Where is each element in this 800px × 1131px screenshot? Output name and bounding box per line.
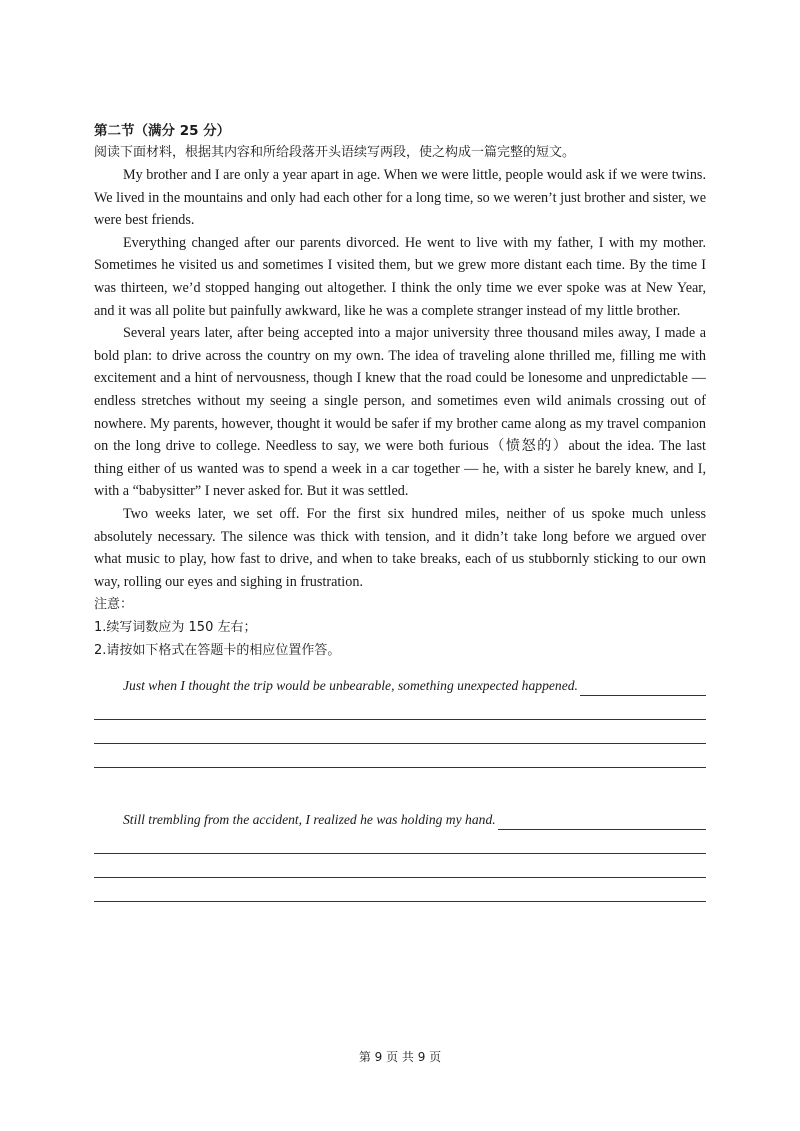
instruction-text: 阅读下面材料，根据其内容和所给段落开头语续写两段，使之构成一篇完整的短文。 bbox=[94, 145, 576, 160]
prompt-2-blank[interactable] bbox=[498, 811, 706, 830]
answer-line[interactable] bbox=[94, 854, 706, 878]
notes-label: 注意： bbox=[94, 597, 134, 613]
passage-paragraph-3: Several years later, after being accepted into a major university three thousand miles away, I made a bold plan: to drive across the country on my own. The idea of traveling alone thrilled me, filling me with excitement and a hint of nervousness, though I knew that the road could be lonesome and unpredictable — endless stretches without my seeing a single person, and sometimes even wild animals crossing out of nowhere. My parents, however, thought it would be safer if my brother came along as my travel companion on the long drive to college. Needless to say, we were both furious（愤怒的）about the idea. The last thing either of us wanted was to spend a week in a car together — he, with a sister he barely knew, and I, with a “babysitter” I never asked for. But it was settled. bbox=[94, 325, 706, 500]
prompt-1-text: Just when I thought the trip would be unbearable, something unexpected happened. bbox=[123, 678, 578, 694]
section-title: 第二节（满分 25 分） bbox=[94, 123, 231, 139]
exam-page bbox=[94, 120, 706, 902]
page-footer: 第 9 页 共 9 页 bbox=[358, 1050, 442, 1064]
reading-passage bbox=[94, 164, 706, 593]
prompt-2-text: Still trembling from the accident, I realized he was holding my hand. bbox=[123, 812, 496, 828]
prompt-row-2 bbox=[94, 808, 706, 830]
notes-block bbox=[94, 593, 706, 662]
answer-line[interactable] bbox=[94, 696, 706, 720]
passage-paragraph-2: Everything changed after our parents divorced. He went to live with my father, I with my mother. Sometimes he visited us and sometimes I visited them, but we grew more distant each time. By the time I was thirteen, we’d stopped hanging out altogether. I think the only time we ever spoke was at New Year, and it was all polite but painfully awkward, like he was a complete stranger instead of my little brother. bbox=[94, 234, 706, 319]
note-item-2: 2.请按如下格式在答题卡的相应位置作答。 bbox=[94, 643, 341, 659]
answer-line[interactable] bbox=[94, 830, 706, 854]
prompt-row-1 bbox=[94, 674, 706, 696]
prompt-1-blank[interactable] bbox=[580, 677, 706, 696]
answer-line[interactable] bbox=[94, 720, 706, 744]
answer-section-2 bbox=[94, 808, 706, 902]
passage-paragraph-4: Two weeks later, we set off. For the first six hundred miles, neither of us spoke much unless absolutely necessary. The silence was thick with tension, and it didn’t take long before we argued over what music to play, how fast to drive, and when to take breaks, each of us stubbornly sticking to our own way, rolling our eyes and sighing in frustration. bbox=[94, 505, 706, 590]
answer-line[interactable] bbox=[94, 878, 706, 902]
answer-section-1 bbox=[94, 674, 706, 768]
note-item-1: 1.续写词数应为 150 左右； bbox=[94, 620, 257, 636]
section-gap bbox=[94, 768, 706, 796]
passage-paragraph-1: My brother and I are only a year apart in age. When we were little, people would ask if we were twins. We lived in the mountains and only had each other for a long time, so we weren’t just brother and sister, we were best friends. bbox=[94, 167, 706, 229]
answer-line[interactable] bbox=[94, 744, 706, 768]
